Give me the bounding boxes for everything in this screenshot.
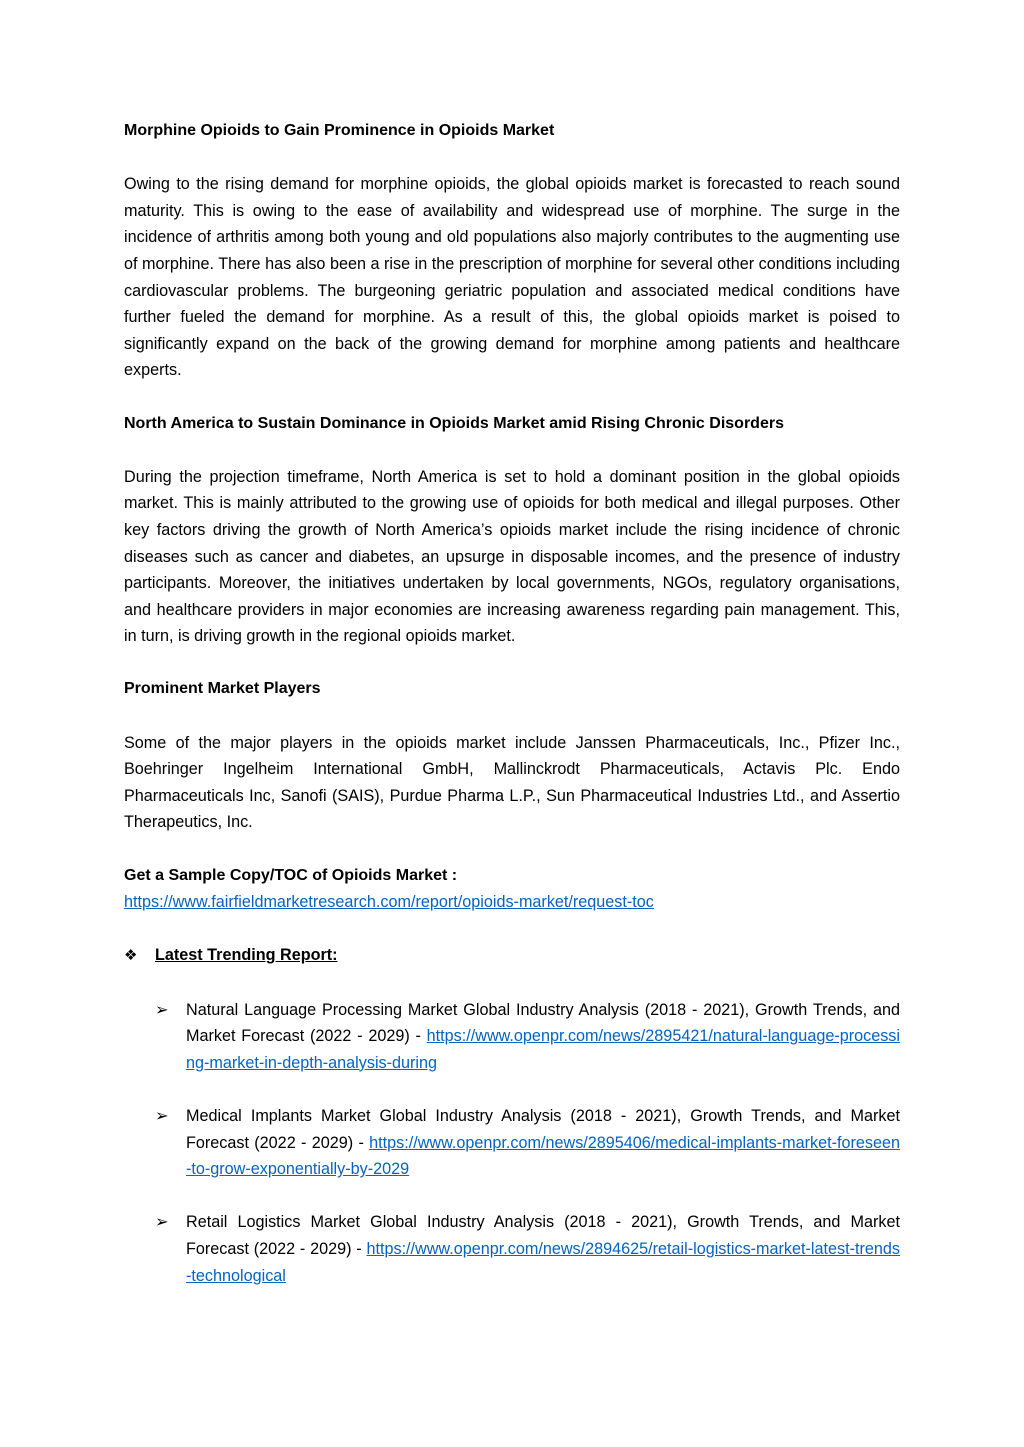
arrow-bullet-icon: ➢ bbox=[155, 1106, 169, 1125]
report-link[interactable]: https://www.openpr.com/news/2895406/medical-implants-market-foreseen-to-grow-exponentially-by-2029 bbox=[186, 1133, 900, 1179]
report-link[interactable]: https://www.openpr.com/news/2894625/retail-logistics-market-latest-trends-technological bbox=[186, 1239, 900, 1285]
arrow-bullet-icon: ➢ bbox=[155, 1000, 169, 1019]
list-item bbox=[124, 1103, 900, 1183]
trending-header bbox=[124, 942, 900, 970]
list-item bbox=[124, 1209, 900, 1289]
section-heading-morphine: Morphine Opioids to Gain Prominence in Opioids Market bbox=[124, 122, 555, 139]
sample-copy-label: Get a Sample Copy/TOC of Opioids Market : bbox=[124, 866, 458, 884]
report-title: Natural Language Processing Market Global Industry Analysis (2018 - 2021), Growth Trends, and Market Forecast (2022 - 2029) - bbox=[186, 1000, 900, 1046]
diamond-bullet-icon: ❖ bbox=[124, 947, 138, 965]
section-heading-market-players: Prominent Market Players bbox=[124, 680, 321, 698]
list-item bbox=[124, 997, 900, 1077]
trending-label: Latest Trending Report: bbox=[155, 946, 338, 965]
document-page bbox=[124, 118, 900, 1316]
report-title: Medical Implants Market Global Industry Analysis (2018 - 2021), Growth Trends, and Market Forecast (2022 - 2029) - bbox=[186, 1106, 900, 1152]
report-title: Retail Logistics Market Global Industry Analysis (2018 - 2021), Growth Trends, and Market Forecast (2022 - 2029) - bbox=[186, 1213, 900, 1258]
section-body-morphine: Owing to the rising demand for morphine opioids, the global opioids market is forecasted to reach sound maturity. This is owing to the ease of availability and widespread use of morphine. The surge in the incidence of arthritis among both young and old populations also majorly contributes to the augmenting use of morphine. There has also been a rise in the prescription of morphine for several other conditions including cardiovascular problems. The burgeoning geriatric population and associated medical conditions have further fueled the demand for morphine. As a result of this, the global opioids market is poised to significantly expand on the back of the growing demand for morphine among patients and healthcare experts. bbox=[124, 175, 900, 380]
section-body-north-america: During the projection timeframe, North America is set to hold a dominant position in the global opioids market. This is mainly attributed to the growing use of opioids for both medical and illegal purposes. Other key factors driving the growth of North America’s opioids market include the rising incidence of chronic diseases such as cancer and diabetes, an upsurge in disposable incomes, and the presence of industry participants. Moreover, the initiatives undertaken by local governments, NGOs, regulatory organisations, and healthcare providers in major economies are increasing awareness regarding pain management. This, in turn, is driving growth in the regional opioids market. bbox=[124, 467, 900, 646]
arrow-bullet-icon: ➢ bbox=[155, 1213, 169, 1232]
report-link[interactable]: https://www.openpr.com/news/2895421/natural-language-processing-market-in-depth-analysis-during bbox=[186, 1027, 900, 1072]
sample-copy-link[interactable]: https://www.fairfieldmarketresearch.com/report/opioids-market/request-toc bbox=[124, 893, 654, 912]
section-body-market-players: Some of the major players in the opioids market include Janssen Pharmaceuticals, Inc., Pfizer Inc., Boehringer Ingelheim International GmbH, Mallinckrodt Pharmaceuticals, Actavis Plc. Endo Pharmaceuticals Inc, Sanofi (SAIS), Purdue Pharma L.P., Sun Pharmaceutical Industries Ltd., and Assertio Therapeutics, Inc. bbox=[124, 733, 900, 832]
section-heading-north-america: North America to Sustain Dominance in Opioids Market amid Rising Chronic Disorders bbox=[124, 414, 784, 432]
trending-report-list bbox=[124, 997, 900, 1290]
